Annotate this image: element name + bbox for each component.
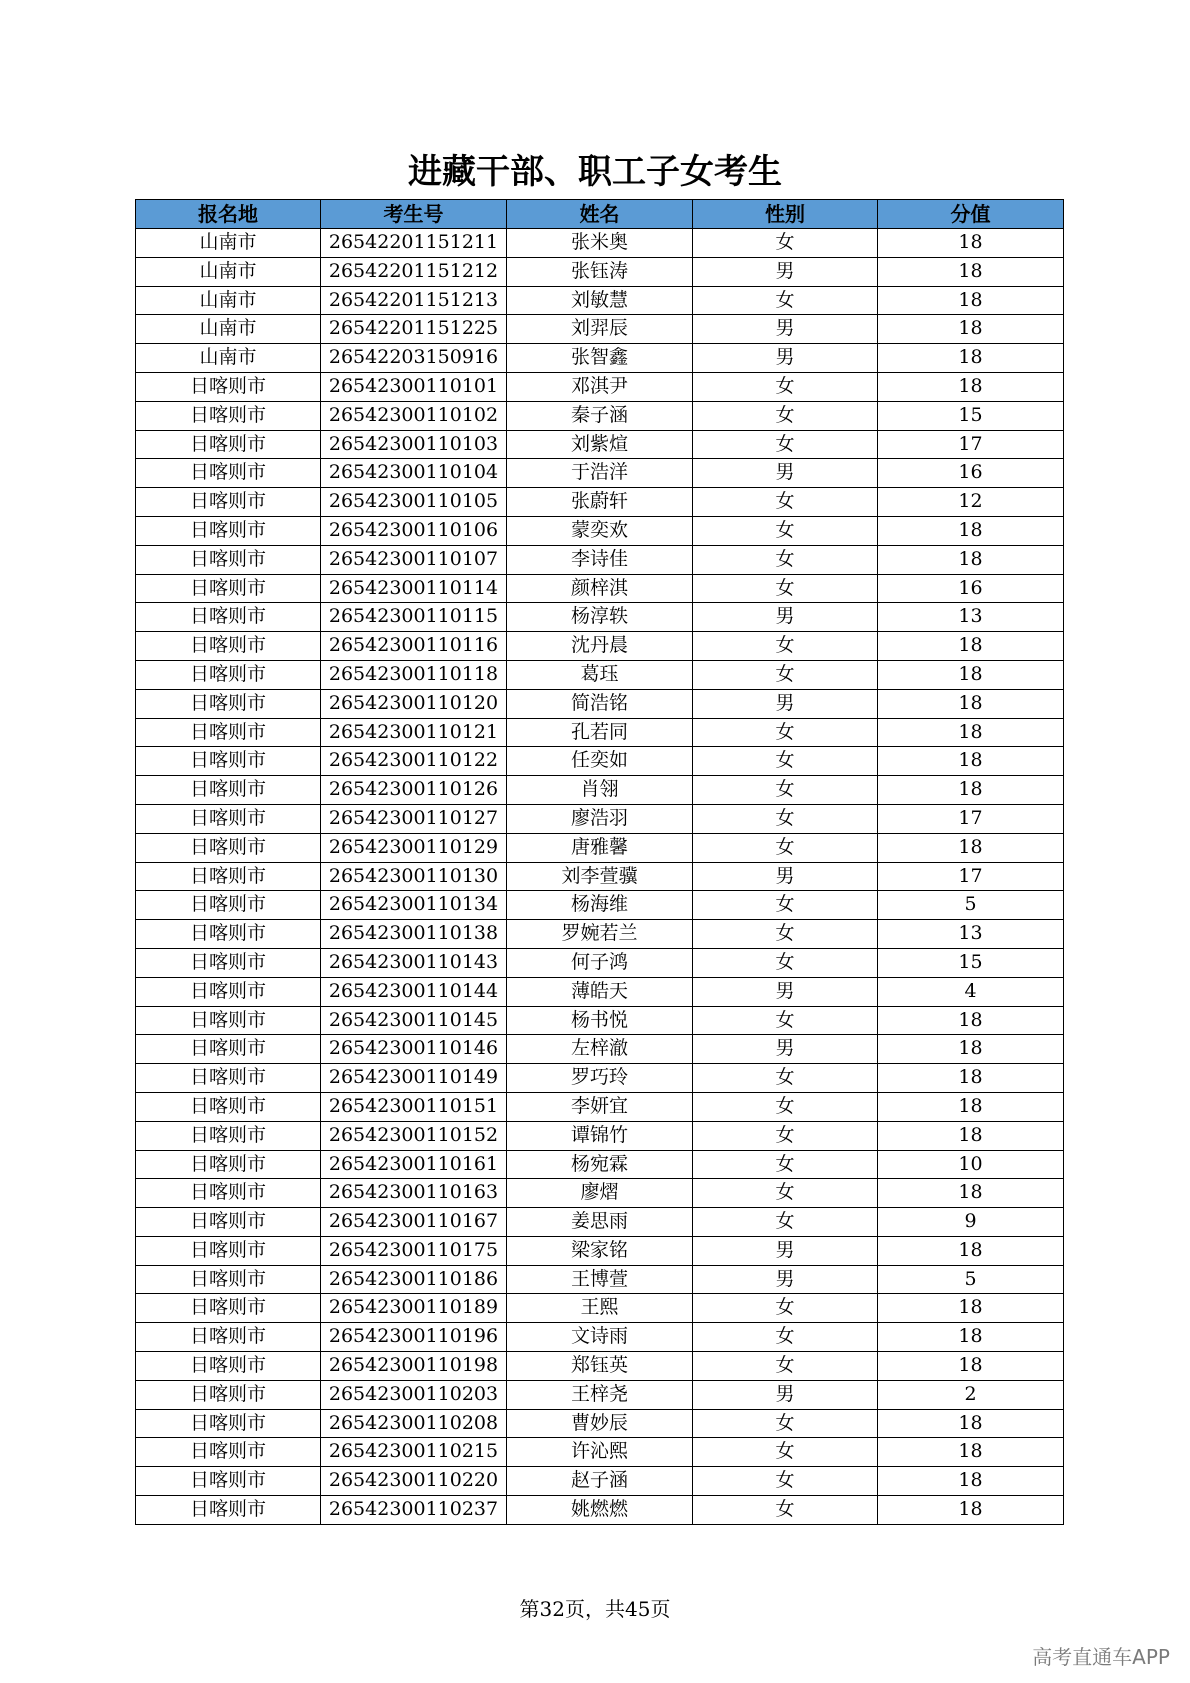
table-row — [136, 574, 1064, 603]
cell-gender: 女 — [693, 229, 878, 258]
cell-gender: 女 — [693, 1121, 878, 1150]
cell-location: 日喀则市 — [136, 948, 321, 977]
cell-location: 山南市 — [136, 257, 321, 286]
cell-location: 日喀则市 — [136, 1064, 321, 1093]
cell-exam-number: 26542300110101 — [321, 372, 507, 401]
cell-gender: 男 — [693, 1035, 878, 1064]
cell-location: 日喀则市 — [136, 1265, 321, 1294]
cell-exam-number: 26542201151212 — [321, 257, 507, 286]
cell-exam-number: 26542300110189 — [321, 1294, 507, 1323]
cell-exam-number: 26542300110118 — [321, 660, 507, 689]
cell-gender: 女 — [693, 545, 878, 574]
cell-location: 日喀则市 — [136, 603, 321, 632]
cell-gender: 女 — [693, 718, 878, 747]
cell-location: 日喀则市 — [136, 1352, 321, 1381]
cell-name: 王熙 — [507, 1294, 693, 1323]
cell-gender: 女 — [693, 430, 878, 459]
cell-location: 日喀则市 — [136, 747, 321, 776]
cell-location: 日喀则市 — [136, 1121, 321, 1150]
cell-gender: 男 — [693, 1380, 878, 1409]
cell-exam-number: 26542300110104 — [321, 459, 507, 488]
cell-gender: 女 — [693, 372, 878, 401]
cell-exam-number: 26542300110203 — [321, 1380, 507, 1409]
page-number: 第32页，共45页 — [519, 1597, 671, 1621]
cell-name: 张智鑫 — [507, 344, 693, 373]
cell-name: 任奕如 — [507, 747, 693, 776]
cell-location: 日喀则市 — [136, 1092, 321, 1121]
cell-location: 日喀则市 — [136, 1150, 321, 1179]
cell-exam-number: 26542300110106 — [321, 516, 507, 545]
cell-exam-number: 26542300110127 — [321, 804, 507, 833]
table-row — [136, 776, 1064, 805]
cell-gender: 女 — [693, 660, 878, 689]
table-row — [136, 1352, 1064, 1381]
cell-name: 刘敏慧 — [507, 286, 693, 315]
cell-exam-number: 26542300110121 — [321, 718, 507, 747]
cell-name: 郑钰英 — [507, 1352, 693, 1381]
cell-location: 山南市 — [136, 229, 321, 258]
cell-score: 16 — [878, 459, 1064, 488]
cell-name: 蒙奕欢 — [507, 516, 693, 545]
cell-exam-number: 26542300110163 — [321, 1179, 507, 1208]
table-row — [136, 1380, 1064, 1409]
table-row — [136, 1323, 1064, 1352]
cell-name: 刘李萱骥 — [507, 862, 693, 891]
cell-name: 杨书悦 — [507, 1006, 693, 1035]
column-header-location: 报名地 — [136, 200, 321, 229]
cell-location: 日喀则市 — [136, 891, 321, 920]
cell-score: 18 — [878, 1496, 1064, 1525]
cell-score: 18 — [878, 344, 1064, 373]
cell-gender: 女 — [693, 1208, 878, 1237]
cell-score: 13 — [878, 603, 1064, 632]
cell-score: 18 — [878, 545, 1064, 574]
table-row — [136, 689, 1064, 718]
cell-location: 日喀则市 — [136, 1006, 321, 1035]
cell-exam-number: 26542300110138 — [321, 920, 507, 949]
table-row — [136, 344, 1064, 373]
cell-name: 姜思雨 — [507, 1208, 693, 1237]
cell-gender: 女 — [693, 1496, 878, 1525]
table-header-row — [136, 200, 1064, 229]
table-row — [136, 1294, 1064, 1323]
cell-location: 日喀则市 — [136, 1438, 321, 1467]
cell-location: 日喀则市 — [136, 920, 321, 949]
cell-score: 18 — [878, 660, 1064, 689]
cell-name: 左梓澈 — [507, 1035, 693, 1064]
column-header-score: 分值 — [878, 200, 1064, 229]
table-body — [136, 229, 1064, 1525]
table-row — [136, 1035, 1064, 1064]
cell-location: 日喀则市 — [136, 430, 321, 459]
table-row — [136, 948, 1064, 977]
cell-score: 18 — [878, 1236, 1064, 1265]
cell-location: 日喀则市 — [136, 689, 321, 718]
cell-exam-number: 26542300110167 — [321, 1208, 507, 1237]
cell-location: 日喀则市 — [136, 459, 321, 488]
cell-location: 日喀则市 — [136, 401, 321, 430]
cell-exam-number: 26542201151211 — [321, 229, 507, 258]
cell-score: 18 — [878, 1294, 1064, 1323]
cell-location: 日喀则市 — [136, 1179, 321, 1208]
cell-score: 18 — [878, 229, 1064, 258]
cell-exam-number: 26542300110143 — [321, 948, 507, 977]
cell-name: 唐雅馨 — [507, 833, 693, 862]
watermark-text: 高考直通车APP — [1032, 1645, 1170, 1669]
table-row — [136, 1150, 1064, 1179]
cell-location: 日喀则市 — [136, 804, 321, 833]
cell-gender: 女 — [693, 401, 878, 430]
cell-gender: 男 — [693, 862, 878, 891]
cell-exam-number: 26542300110237 — [321, 1496, 507, 1525]
table-row — [136, 1121, 1064, 1150]
table-row — [136, 1265, 1064, 1294]
table-row — [136, 286, 1064, 315]
cell-gender: 女 — [693, 776, 878, 805]
cell-location: 山南市 — [136, 286, 321, 315]
cell-gender: 女 — [693, 286, 878, 315]
cell-gender: 女 — [693, 948, 878, 977]
table-row — [136, 1179, 1064, 1208]
cell-exam-number: 26542300110107 — [321, 545, 507, 574]
table-row — [136, 747, 1064, 776]
table-row — [136, 977, 1064, 1006]
table-row — [136, 1438, 1064, 1467]
cell-name: 简浩铭 — [507, 689, 693, 718]
cell-location: 日喀则市 — [136, 1236, 321, 1265]
cell-gender: 女 — [693, 1352, 878, 1381]
cell-name: 罗婉若兰 — [507, 920, 693, 949]
cell-gender: 女 — [693, 1064, 878, 1093]
cell-score: 9 — [878, 1208, 1064, 1237]
cell-score: 13 — [878, 920, 1064, 949]
cell-name: 孔若同 — [507, 718, 693, 747]
cell-exam-number: 26542300110120 — [321, 689, 507, 718]
cell-name: 王梓尧 — [507, 1380, 693, 1409]
cell-score: 17 — [878, 804, 1064, 833]
cell-exam-number: 26542300110175 — [321, 1236, 507, 1265]
cell-location: 日喀则市 — [136, 1323, 321, 1352]
cell-gender: 女 — [693, 833, 878, 862]
cell-location: 日喀则市 — [136, 1035, 321, 1064]
cell-gender: 男 — [693, 977, 878, 1006]
cell-score: 18 — [878, 1438, 1064, 1467]
cell-location: 日喀则市 — [136, 1208, 321, 1237]
cell-gender: 女 — [693, 1438, 878, 1467]
cell-score: 18 — [878, 516, 1064, 545]
cell-gender: 女 — [693, 747, 878, 776]
cell-name: 许沁熙 — [507, 1438, 693, 1467]
table-row — [136, 430, 1064, 459]
cell-exam-number: 26542300110115 — [321, 603, 507, 632]
cell-gender: 女 — [693, 516, 878, 545]
cell-location: 日喀则市 — [136, 545, 321, 574]
cell-gender: 女 — [693, 488, 878, 517]
cell-gender: 女 — [693, 1150, 878, 1179]
cell-score: 12 — [878, 488, 1064, 517]
cell-score: 15 — [878, 401, 1064, 430]
cell-name: 杨海维 — [507, 891, 693, 920]
cell-name: 文诗雨 — [507, 1323, 693, 1352]
table-row — [136, 1064, 1064, 1093]
cell-gender: 男 — [693, 1265, 878, 1294]
cell-exam-number: 26542300110146 — [321, 1035, 507, 1064]
cell-name: 李诗佳 — [507, 545, 693, 574]
cell-name: 杨宛霖 — [507, 1150, 693, 1179]
cell-gender: 女 — [693, 1092, 878, 1121]
cell-exam-number: 26542300110114 — [321, 574, 507, 603]
cell-exam-number: 26542300110145 — [321, 1006, 507, 1035]
table-row — [136, 1236, 1064, 1265]
candidate-table — [135, 199, 1064, 1525]
cell-exam-number: 26542300110130 — [321, 862, 507, 891]
cell-name: 于浩洋 — [507, 459, 693, 488]
cell-score: 18 — [878, 1035, 1064, 1064]
page-title: 进藏干部、职工子女考生 — [408, 152, 782, 192]
cell-name: 张米奥 — [507, 229, 693, 258]
table-row — [136, 603, 1064, 632]
cell-exam-number: 26542300110161 — [321, 1150, 507, 1179]
cell-exam-number: 26542300110149 — [321, 1064, 507, 1093]
cell-gender: 女 — [693, 1467, 878, 1496]
table-row — [136, 1409, 1064, 1438]
cell-exam-number: 26542300110103 — [321, 430, 507, 459]
cell-gender: 女 — [693, 1323, 878, 1352]
cell-exam-number: 26542300110116 — [321, 632, 507, 661]
cell-exam-number: 26542300110105 — [321, 488, 507, 517]
cell-location: 日喀则市 — [136, 488, 321, 517]
table-row — [136, 459, 1064, 488]
cell-location: 日喀则市 — [136, 977, 321, 1006]
cell-score: 18 — [878, 833, 1064, 862]
cell-gender: 女 — [693, 574, 878, 603]
table-row — [136, 257, 1064, 286]
cell-location: 山南市 — [136, 315, 321, 344]
cell-location: 日喀则市 — [136, 1496, 321, 1525]
cell-score: 18 — [878, 776, 1064, 805]
cell-exam-number: 26542300110208 — [321, 1409, 507, 1438]
table-row — [136, 488, 1064, 517]
table-row — [136, 372, 1064, 401]
column-header-exam-number: 考生号 — [321, 200, 507, 229]
cell-gender: 男 — [693, 459, 878, 488]
cell-score: 18 — [878, 372, 1064, 401]
cell-score: 18 — [878, 315, 1064, 344]
cell-score: 18 — [878, 1409, 1064, 1438]
cell-location: 日喀则市 — [136, 1294, 321, 1323]
cell-name: 曹妙辰 — [507, 1409, 693, 1438]
cell-gender: 男 — [693, 603, 878, 632]
cell-gender: 女 — [693, 1409, 878, 1438]
cell-name: 谭锦竹 — [507, 1121, 693, 1150]
cell-exam-number: 26542300110215 — [321, 1438, 507, 1467]
table-row — [136, 1208, 1064, 1237]
cell-score: 18 — [878, 632, 1064, 661]
table-row — [136, 660, 1064, 689]
cell-name: 肖翎 — [507, 776, 693, 805]
cell-exam-number: 26542300110220 — [321, 1467, 507, 1496]
cell-location: 日喀则市 — [136, 516, 321, 545]
cell-location: 日喀则市 — [136, 372, 321, 401]
cell-name: 梁家铭 — [507, 1236, 693, 1265]
cell-score: 16 — [878, 574, 1064, 603]
cell-location: 日喀则市 — [136, 1409, 321, 1438]
cell-score: 18 — [878, 689, 1064, 718]
cell-score: 15 — [878, 948, 1064, 977]
cell-score: 5 — [878, 1265, 1064, 1294]
cell-name: 罗巧玲 — [507, 1064, 693, 1093]
cell-score: 4 — [878, 977, 1064, 1006]
table-row — [136, 804, 1064, 833]
cell-name: 葛珏 — [507, 660, 693, 689]
table-row — [136, 920, 1064, 949]
cell-score: 18 — [878, 1121, 1064, 1150]
table-row — [136, 862, 1064, 891]
cell-gender: 女 — [693, 1294, 878, 1323]
cell-name: 张蔚轩 — [507, 488, 693, 517]
cell-name: 杨淳轶 — [507, 603, 693, 632]
cell-location: 日喀则市 — [136, 632, 321, 661]
cell-name: 邓淇尹 — [507, 372, 693, 401]
column-header-gender: 性别 — [693, 200, 878, 229]
table-row — [136, 1496, 1064, 1525]
cell-score: 18 — [878, 1064, 1064, 1093]
cell-score: 18 — [878, 1179, 1064, 1208]
cell-location: 日喀则市 — [136, 862, 321, 891]
cell-score: 18 — [878, 1352, 1064, 1381]
cell-location: 山南市 — [136, 344, 321, 373]
cell-name: 何子鸿 — [507, 948, 693, 977]
cell-score: 18 — [878, 718, 1064, 747]
cell-score: 18 — [878, 747, 1064, 776]
cell-name: 张钰涛 — [507, 257, 693, 286]
table-row — [136, 718, 1064, 747]
cell-score: 18 — [878, 257, 1064, 286]
cell-exam-number: 26542201151213 — [321, 286, 507, 315]
cell-name: 赵子涵 — [507, 1467, 693, 1496]
cell-gender: 女 — [693, 1179, 878, 1208]
cell-gender: 女 — [693, 920, 878, 949]
cell-location: 日喀则市 — [136, 1380, 321, 1409]
cell-name: 刘羿辰 — [507, 315, 693, 344]
table-row — [136, 315, 1064, 344]
cell-exam-number: 26542300110198 — [321, 1352, 507, 1381]
cell-exam-number: 26542300110196 — [321, 1323, 507, 1352]
cell-name: 姚燃燃 — [507, 1496, 693, 1525]
cell-score: 18 — [878, 286, 1064, 315]
cell-name: 廖熠 — [507, 1179, 693, 1208]
cell-exam-number: 26542300110151 — [321, 1092, 507, 1121]
cell-name: 颜梓淇 — [507, 574, 693, 603]
table-row — [136, 401, 1064, 430]
cell-score: 18 — [878, 1006, 1064, 1035]
cell-gender: 男 — [693, 1236, 878, 1265]
table-row — [136, 545, 1064, 574]
cell-exam-number: 26542300110126 — [321, 776, 507, 805]
cell-exam-number: 26542300110134 — [321, 891, 507, 920]
cell-name: 廖浩羽 — [507, 804, 693, 833]
cell-score: 17 — [878, 862, 1064, 891]
cell-gender: 男 — [693, 344, 878, 373]
table-row — [136, 891, 1064, 920]
cell-gender: 女 — [693, 804, 878, 833]
cell-gender: 女 — [693, 632, 878, 661]
cell-score: 18 — [878, 1467, 1064, 1496]
table-row — [136, 1467, 1064, 1496]
table-row — [136, 632, 1064, 661]
cell-exam-number: 26542300110186 — [321, 1265, 507, 1294]
cell-score: 5 — [878, 891, 1064, 920]
cell-gender: 男 — [693, 257, 878, 286]
table-row — [136, 1092, 1064, 1121]
cell-location: 日喀则市 — [136, 833, 321, 862]
cell-gender: 女 — [693, 891, 878, 920]
cell-location: 日喀则市 — [136, 574, 321, 603]
cell-location: 日喀则市 — [136, 776, 321, 805]
cell-score: 17 — [878, 430, 1064, 459]
cell-name: 刘紫煊 — [507, 430, 693, 459]
cell-exam-number: 26542300110152 — [321, 1121, 507, 1150]
table-row — [136, 1006, 1064, 1035]
column-header-name: 姓名 — [507, 200, 693, 229]
cell-exam-number: 26542201151225 — [321, 315, 507, 344]
cell-score: 10 — [878, 1150, 1064, 1179]
cell-name: 秦子涵 — [507, 401, 693, 430]
cell-name: 李妍宜 — [507, 1092, 693, 1121]
cell-score: 18 — [878, 1323, 1064, 1352]
table-row — [136, 833, 1064, 862]
cell-exam-number: 26542300110129 — [321, 833, 507, 862]
cell-gender: 女 — [693, 1006, 878, 1035]
cell-score: 2 — [878, 1380, 1064, 1409]
cell-gender: 男 — [693, 689, 878, 718]
cell-exam-number: 26542300110144 — [321, 977, 507, 1006]
cell-exam-number: 26542203150916 — [321, 344, 507, 373]
table-row — [136, 516, 1064, 545]
cell-exam-number: 26542300110102 — [321, 401, 507, 430]
cell-name: 王博萱 — [507, 1265, 693, 1294]
cell-name: 沈丹晨 — [507, 632, 693, 661]
cell-location: 日喀则市 — [136, 1467, 321, 1496]
cell-location: 日喀则市 — [136, 718, 321, 747]
cell-exam-number: 26542300110122 — [321, 747, 507, 776]
table-row — [136, 229, 1064, 258]
cell-gender: 男 — [693, 315, 878, 344]
cell-name: 薄皓天 — [507, 977, 693, 1006]
cell-score: 18 — [878, 1092, 1064, 1121]
cell-location: 日喀则市 — [136, 660, 321, 689]
